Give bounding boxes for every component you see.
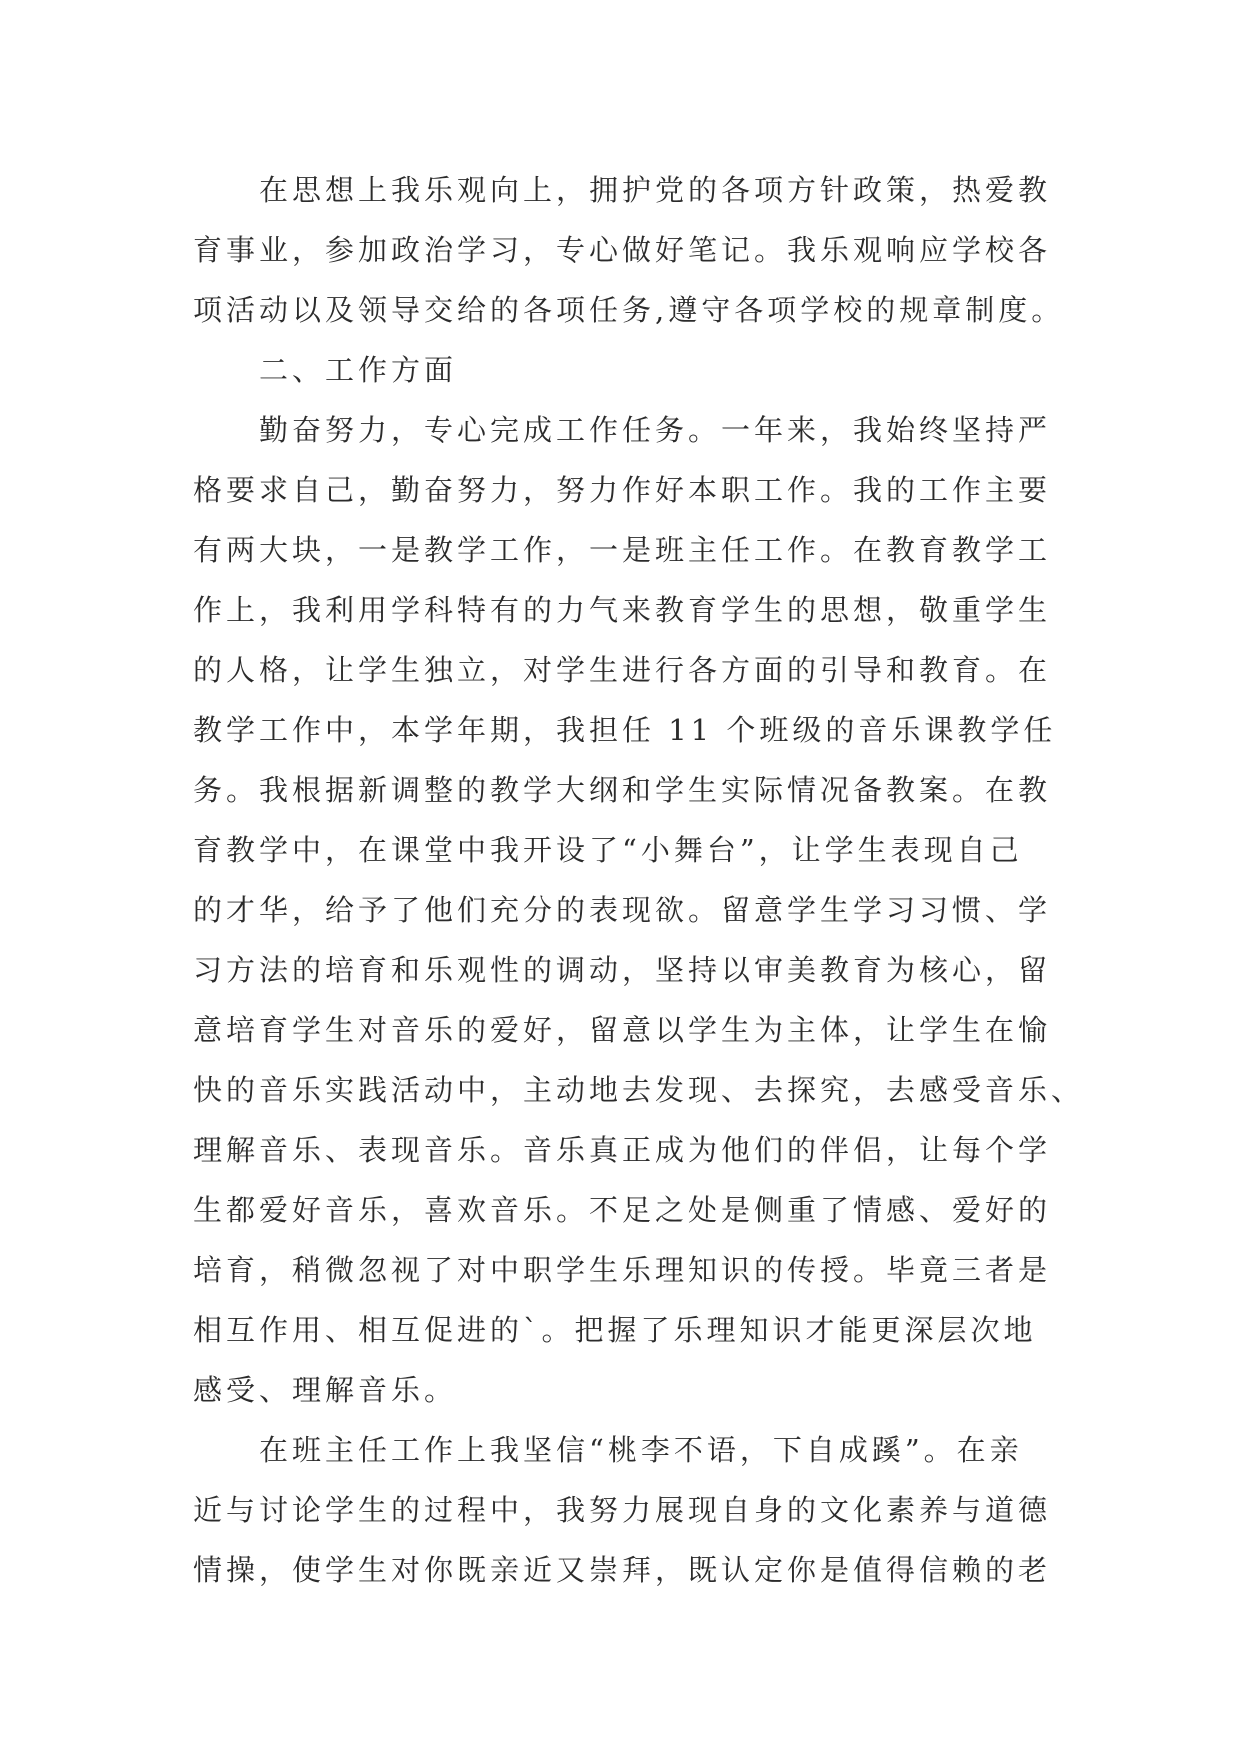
paragraph-line: 的才华，给予了他们充分的表现欲。留意学生学习习惯、学 bbox=[193, 893, 1052, 927]
paragraph-line: 理解音乐、表现音乐。音乐真正成为他们的伴侣，让每个学 bbox=[193, 1133, 1052, 1167]
paragraph-line: 有两大块，一是教学工作，一是班主任工作。在教育教学工 bbox=[193, 533, 1052, 567]
paragraph-line: 的人格，让学生独立，对学生进行各方面的引导和教育。在 bbox=[193, 653, 1052, 687]
paragraph-line: 育事业，参加政治学习，专心做好笔记。我乐观响应学校各 bbox=[193, 233, 1052, 267]
paragraph-line: 务。我根据新调整的教学大纲和学生实际情况备教案。在教 bbox=[193, 773, 1052, 807]
paragraph-line: 教学工作中，本学年期，我担任 11 个班级的音乐课教学任 bbox=[193, 713, 1057, 747]
paragraph-line: 相互作用、相互促进的`。把握了乐理知识才能更深层次地 bbox=[193, 1313, 1037, 1347]
paragraph-line: 近与讨论学生的过程中，我努力展现自身的文化素养与道德 bbox=[193, 1493, 1052, 1527]
paragraph-line: 育教学中，在课堂中我开设了“小舞台”，让学生表现自己 bbox=[193, 833, 1023, 867]
paragraph-line: 情操，使学生对你既亲近又崇拜，既认定你是值得信赖的老 bbox=[193, 1553, 1052, 1587]
paragraph-line: 培育，稍微忽视了对中职学生乐理知识的传授。毕竟三者是 bbox=[193, 1253, 1052, 1287]
paragraph-line: 项活动以及领导交给的各项任务,遵守各项学校的规章制度。 bbox=[193, 293, 1065, 327]
paragraph-line: 作上，我利用学科特有的力气来教育学生的思想，敬重学生 bbox=[193, 593, 1052, 627]
paragraph-line: 勤奋努力，专心完成工作任务。一年来，我始终坚持严 bbox=[259, 413, 1052, 447]
paragraph-line: 在思想上我乐观向上，拥护党的各项方针政策，热爱教 bbox=[259, 173, 1052, 207]
paragraph-line: 在班主任工作上我坚信“桃李不语，下自成蹊”。在亲 bbox=[259, 1433, 1023, 1467]
paragraph-line: 习方法的培育和乐观性的调动，坚持以审美教育为核心，留 bbox=[193, 953, 1052, 987]
paragraph-line: 格要求自己，勤奋努力，努力作好本职工作。我的工作主要 bbox=[193, 473, 1052, 507]
paragraph-line: 生都爱好音乐，喜欢音乐。不足之处是侧重了情感、爱好的 bbox=[193, 1193, 1052, 1227]
paragraph-line: 意培育学生对音乐的爱好，留意以学生为主体，让学生在愉 bbox=[193, 1013, 1052, 1047]
document-body bbox=[193, 160, 1085, 1600]
section-heading: 二、工作方面 bbox=[259, 353, 458, 387]
paragraph-line: 感受、理解音乐。 bbox=[193, 1373, 458, 1407]
paragraph-line: 快的音乐实践活动中，主动地去发现、去探究，去感受音乐、 bbox=[193, 1073, 1085, 1107]
